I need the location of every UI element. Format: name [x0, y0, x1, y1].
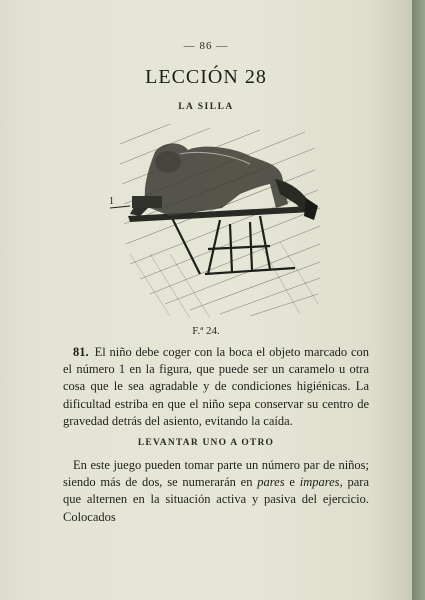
paragraph-2	[63, 457, 369, 526]
marker-label: 1	[109, 196, 114, 207]
paragraph-number: 81.	[73, 345, 89, 359]
paragraph-2-text-2: , para que alternen en la situación activa y pasiva del ejercicio. Colocados	[63, 475, 369, 524]
italic-pares: pares	[257, 475, 285, 490]
paragraph-2-text-1: En este juego pueden tomar parte un número par de niños; siendo más de dos, se numerarán en	[63, 458, 369, 490]
chair-illustration	[110, 124, 325, 320]
page-number: — 86 —	[183, 40, 229, 52]
lesson-subtitle: LA SILLA	[178, 102, 234, 112]
lesson-title: LECCIÓN 28	[145, 66, 267, 88]
paragraph-2-conj: e	[284, 475, 300, 490]
figure-caption: F.ª 24.	[192, 325, 220, 337]
section-title: LEVANTAR UNO A OTRO	[137, 438, 275, 448]
page-edge	[412, 0, 425, 600]
italic-impares: impares	[299, 475, 340, 490]
paragraph-81	[63, 344, 369, 430]
engraving-figure	[110, 124, 325, 320]
paragraph-81-text: El niño debe coger con la boca el objeto marcado con el número 1 en la figura, que puede ser un caramelo u otra cosa que le sea agradable y de condiciones higiénicas. La dificultad estriba en que el niño sepa conservar su centro de gravedad detrás del asiento, evitando la caída.	[63, 345, 369, 428]
